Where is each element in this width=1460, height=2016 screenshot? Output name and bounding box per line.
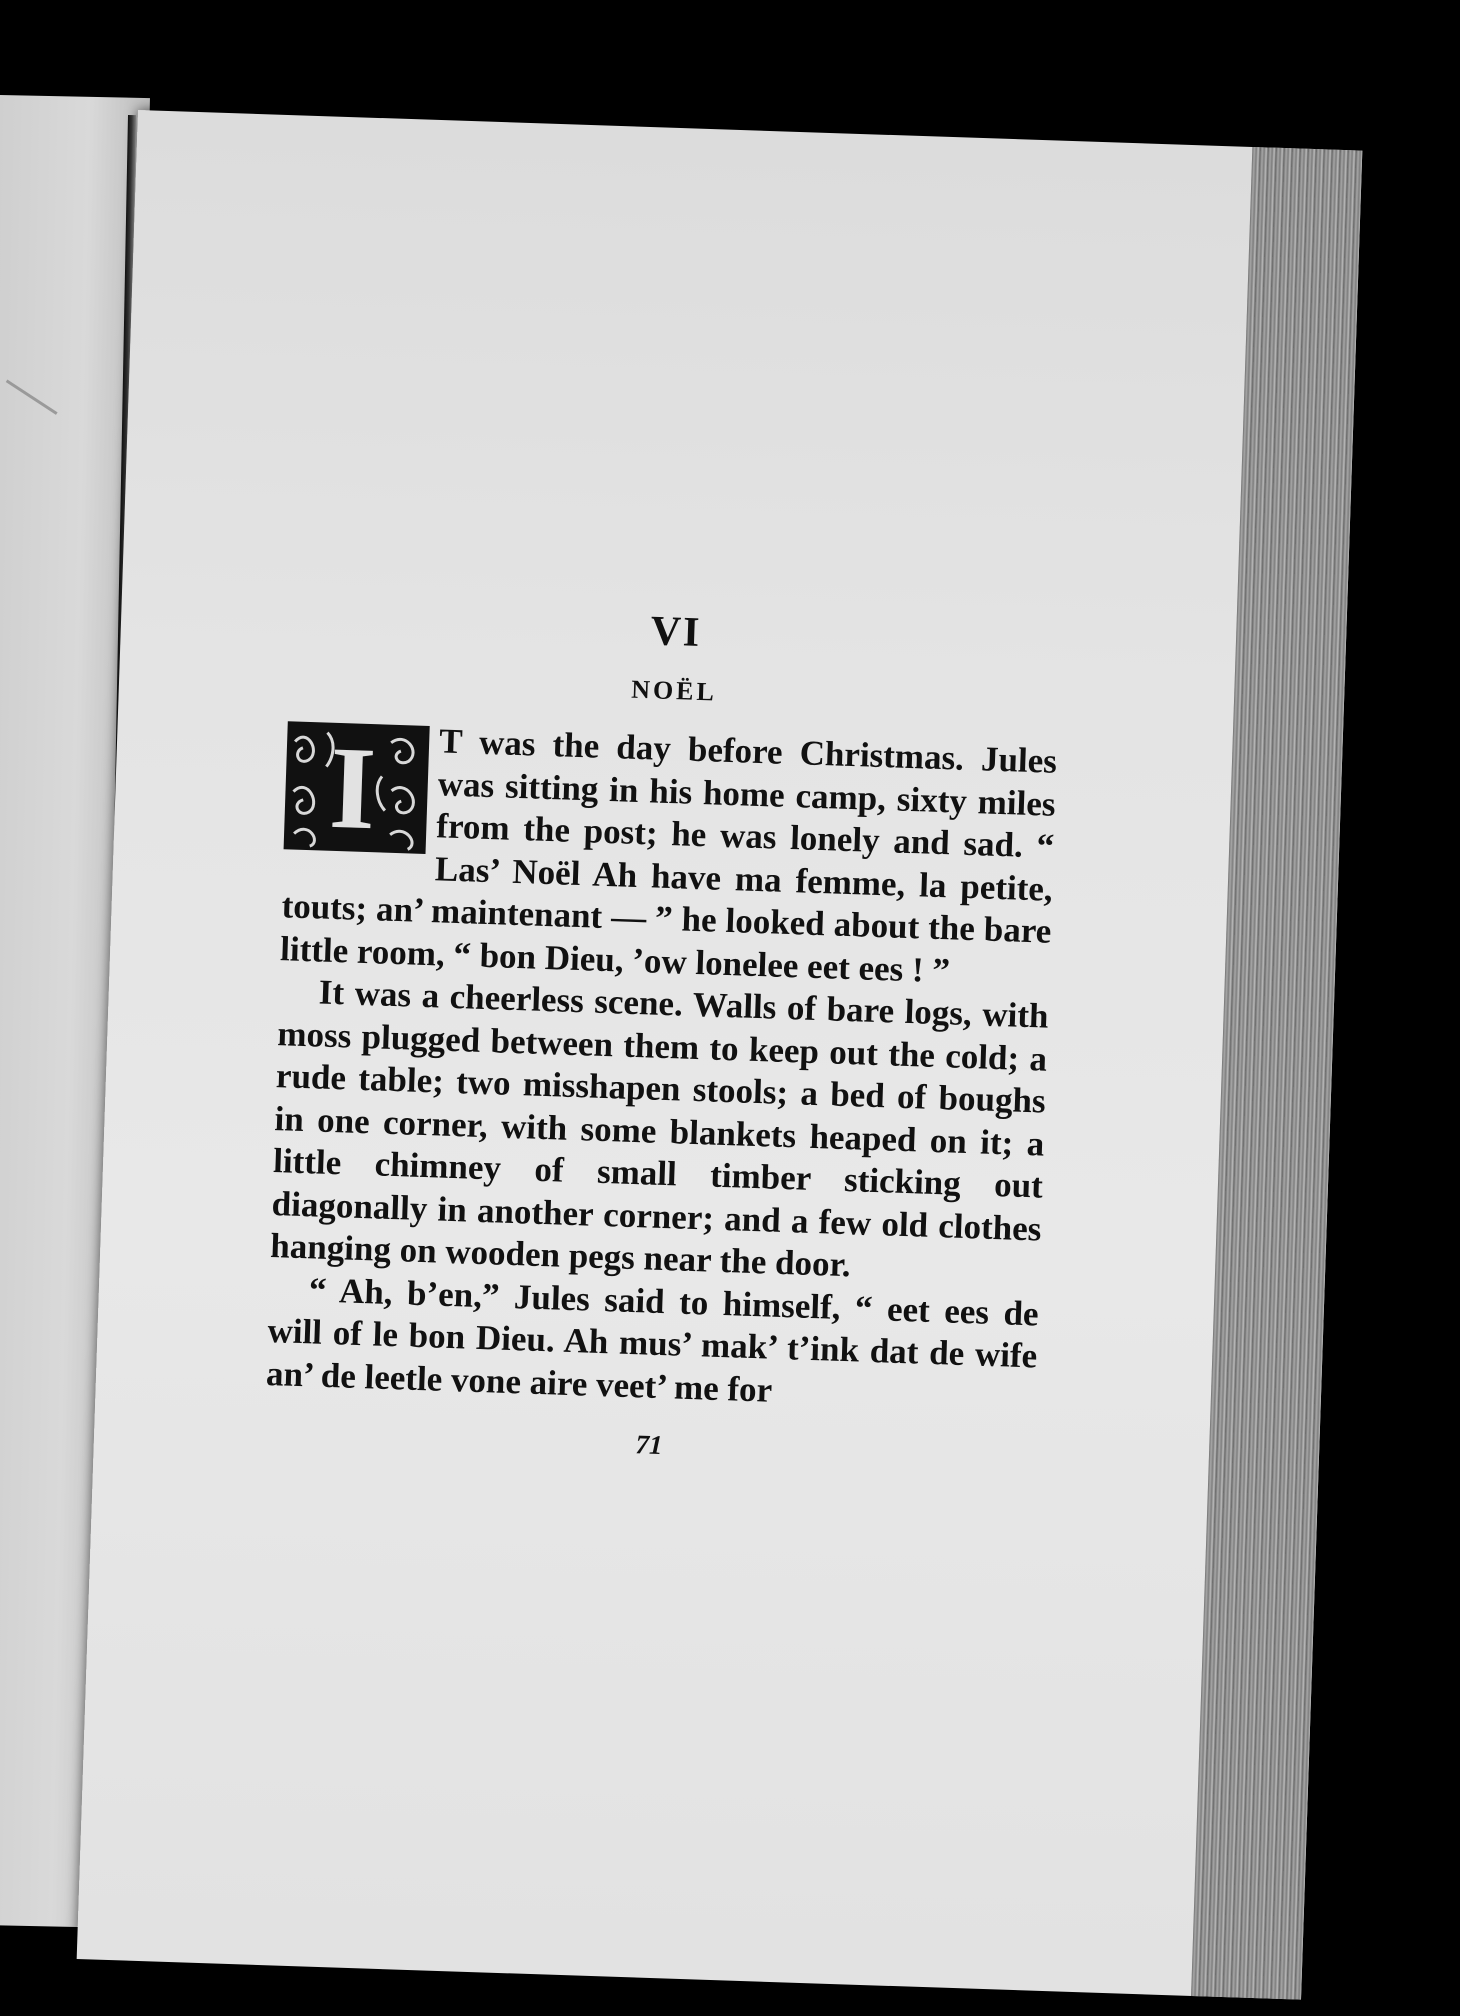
page-crease [6, 380, 58, 415]
opening-first-line: T was the day before Christmas. [438, 721, 965, 778]
book-page [77, 110, 1363, 2000]
opening-paragraph [280, 715, 1058, 995]
page-text-block [264, 595, 1062, 1473]
opening-text: Jules was sitting in his home camp, sixty miles from the post; he was lonely and sad. “ Las’ Noël Ah have ma femme, la petite, touts; an’ maintenant — ” he looked about the bare little room, “ bon Dieu, ’ow lonelee eet ees ! ” [279, 739, 1058, 990]
page-number: 71 [635, 1429, 664, 1461]
chapter-number: VI [649, 608, 703, 656]
chapter-title: NOËL [630, 674, 718, 707]
page-edges [1191, 147, 1362, 2000]
drop-cap-letter: I [327, 721, 378, 855]
body-paragraph: It was a cheerless scene. Walls of bare logs, with moss plugged between them to keep out the cold; a rude table; two misshapen stools; a bed of boughs in one corner, with some blankets heaped on it; a little chimney of small timber sticking out diagonally in another corner; and a few old clothes hanging on wooden pegs near the door. [269, 972, 1050, 1285]
ornamental-drop-cap [284, 721, 430, 854]
body-paragraph: “ Ah, b’en,” Jules said to himself, “ eet ees de will of le bon Dieu. Ah mus’ mak’ t’ink dat de wife an’ de leetle vone aire veet’ me for [265, 1269, 1040, 1410]
